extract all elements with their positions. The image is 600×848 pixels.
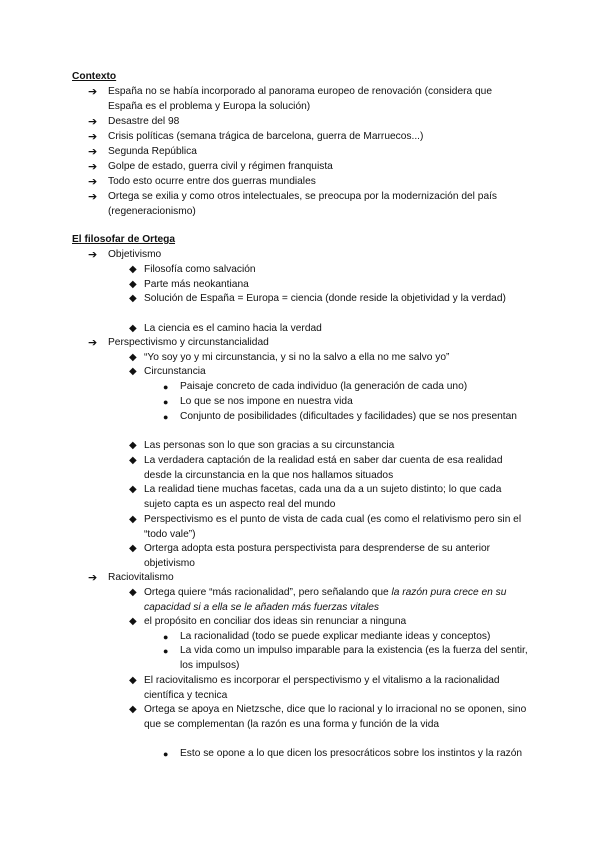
heading-filosofar-ortega: El filosofar de Ortega [72,234,176,245]
diamond-bullet-icon: ◆ [129,279,137,290]
list-item: ◆ La verdadera captación de la realidad está en saber dar cuenta de esa realidad desde la circunstancia en la que nos hallamos situados [129,454,529,483]
diamond-bullet-icon: ◆ [129,440,137,451]
diamond-bullet-icon: ◆ [129,366,137,377]
diamond-bullet-icon: ◆ [129,352,137,363]
list-item: ➔ Golpe de estado, guerra civil y régimen franquista [88,161,333,173]
list-item: ◆ Filosofía como salvación [129,263,529,278]
arrow-bullet-icon: ➔ [88,146,98,158]
list-item: ● La vida como un impulso imparable para la existencia (es la fuerza del sentir, los impulsos) [163,644,530,673]
list-item: ● Conjunto de posibilidades (dificultades y facilidades) que se nos presentan [163,410,530,425]
dot-bullet-icon: ● [163,632,169,642]
list-item: ● La racionalidad (todo se puede explicar mediante ideas y conceptos) [163,630,530,645]
diamond-bullet-icon: ◆ [129,264,137,275]
heading-contexto: Contexto [72,71,117,82]
arrow-bullet-icon: ➔ [88,86,98,98]
dot-bullet-icon: ● [163,646,169,656]
list-item: ➔ Desastre del 98 [88,116,180,128]
arrow-bullet-icon: ➔ [88,191,98,203]
diamond-bullet-icon: ◆ [129,543,137,554]
arrow-bullet-icon: ➔ [88,572,98,584]
list-item: ➔ España no se había incorporado al panorama europeo de renovación (considera que España es el problema y Europa la solución) [88,85,528,114]
arrow-bullet-icon: ➔ [88,161,98,173]
list-item: ◆ El raciovitalismo es incorporar el perspectivismo y el vitalismo a la racionalidad científica y tecnica [129,674,529,703]
list-item: ◆ La ciencia es el camino hacia la verdad [129,322,529,337]
arrow-bullet-icon: ➔ [88,131,98,143]
list-item: ➔ Perspectivismo y circunstancialidad [88,337,269,349]
italic-quote: la razón pura crece en su capacidad si a ella se le añaden más fuerzas vitales [144,587,507,613]
list-item: ◆ Perspectivismo es el punto de vista de cada cual (es como el relativismo pero sin el “todo vale”) [129,513,529,542]
dot-bullet-icon: ● [163,412,169,422]
list-item: ◆ Ortega quiere “más racionalidad”, pero señalando que la razón pura crece en su capacidad si a ella se le añaden más fuerzas vitales [129,586,529,615]
list-item: ➔ Ortega se exilia y como otros intelectuales, se preocupa por la modernización del país (regeneracionismo) [88,190,528,219]
diamond-bullet-icon: ◆ [129,323,137,334]
diamond-bullet-icon: ◆ [129,293,137,304]
diamond-bullet-icon: ◆ [129,704,137,715]
dot-bullet-icon: ● [163,749,169,759]
list-item: ● Esto se opone a lo que dicen los presocráticos sobre los instintos y la razón [163,747,530,762]
list-item: ➔ Segunda República [88,146,197,158]
list-item: ➔ Raciovitalismo [88,572,174,584]
dot-bullet-icon: ● [163,382,169,392]
diamond-bullet-icon: ◆ [129,514,137,525]
diamond-bullet-icon: ◆ [129,484,137,495]
arrow-bullet-icon: ➔ [88,176,98,188]
list-item: ◆ Circunstancia [129,365,529,380]
arrow-bullet-icon: ➔ [88,337,98,349]
list-item: ◆ Las personas son lo que son gracias a su circunstancia [129,439,529,454]
diamond-bullet-icon: ◆ [129,616,137,627]
arrow-bullet-icon: ➔ [88,249,98,261]
list-item: ➔ Objetivismo [88,249,162,261]
list-item: ◆ La realidad tiene muchas facetas, cada una da a un sujeto distinto; lo que cada sujeto capta es un aspecto real del mundo [129,483,529,512]
list-item: ◆ “Yo soy yo y mi circunstancia, y si no la salvo a ella no me salvo yo” [129,351,529,366]
dot-bullet-icon: ● [163,397,169,407]
list-item: ◆ el propósito en conciliar dos ideas sin renunciar a ninguna [129,615,529,630]
diamond-bullet-icon: ◆ [129,455,137,466]
list-item: ◆ Parte más neokantiana [129,278,529,293]
list-item: ◆ Ortega se apoya en Nietzsche, dice que lo racional y lo irracional no se oponen, sino que se complementan (la razón es una forma y función de la vida [129,703,529,732]
list-item: ➔ Todo esto ocurre entre dos guerras mundiales [88,176,316,188]
diamond-bullet-icon: ◆ [129,587,137,598]
arrow-bullet-icon: ➔ [88,116,98,128]
diamond-bullet-icon: ◆ [129,675,137,686]
list-item: ◆ Orterga adopta esta postura perspectivista para desprenderse de su anterior objetivismo [129,542,529,571]
list-item: ● Paisaje concreto de cada individuo (la generación de cada uno) [163,380,530,395]
list-item: ◆ Solución de España = Europa = ciencia (donde reside la objetividad y la verdad) [129,292,529,307]
list-item: ● Lo que se nos impone en nuestra vida [163,395,530,410]
list-item: ➔ Crisis políticas (semana trágica de barcelona, guerra de Marruecos...) [88,131,424,143]
